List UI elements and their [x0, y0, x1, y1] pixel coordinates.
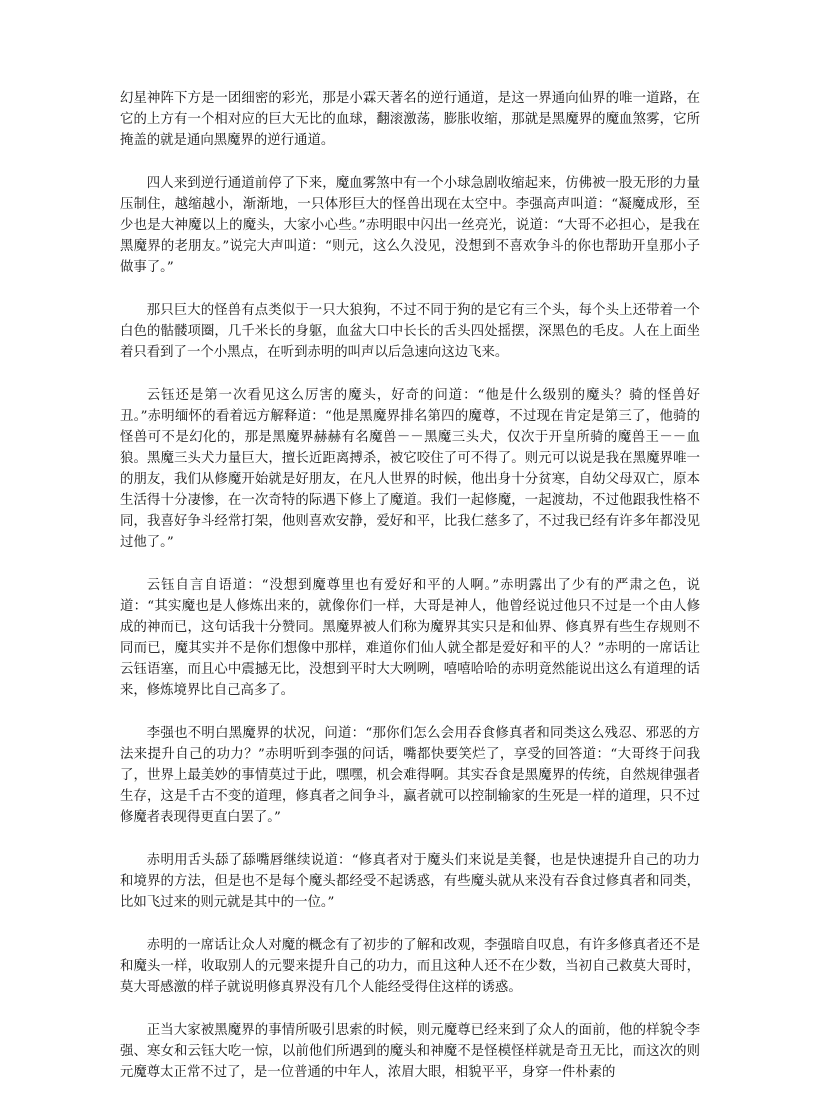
paragraph-9: 正当大家被黑魔界的事情所吸引思索的时候，则元魔尊已经来到了众人的面前，他的样貌令李强、寒女和云钰大吃一惊，以前他们所遇到的魔头和神魔不是怪模怪样就是奇丑无比，而这次的则元魔尊太正常不过了，是一位普通的中年人，浓眉大眼，相貌平平，身穿一件朴素的	[120, 1023, 700, 1080]
paragraph-4: 云钰还是第一次看见这么厉害的魔头，好奇的问道：“他是什么级别的魔头？骑的怪兽好丑。”赤明缅怀的看着远方解释道：“他是黑魔界排名第四的魔尊，不过现在肯定是第三了，他骑的怪兽可不是幻化的，那是黑魔界赫赫有名魔兽－－黑魔三头犬，仅次于开皇所骑的魔兽王－－血狼。黑魔三头犬力量巨大，擅长近距离搏杀，被它咬住了可不得了。则元可以说是我在黑魔界唯一的朋友，我们从修魔开始就是好朋友，在凡人世界的时候，他出身十分贫寒，自幼父母双亡，原本生活得十分凄惨，在一次奇特的际遇下修上了魔道。我们一起修魔，一起渡劫，不过他跟我性格不同，我喜好争斗经常打架，他则喜欢安静，爱好和平，比我仁慈多了，不过我已经有许多年都没见过他了。”	[120, 388, 700, 550]
paragraph-1: 幻星神阵下方是一团细密的彩光，那是小霖天著名的逆行通道，是这一界通向仙界的唯一道路，在它的上方有一个相对应的巨大无比的血球，翻滚激荡，膨胀收缩，那就是黑魔界的魔血煞雾，它所掩盖的就是通向黑魔界的逆行通道。	[120, 91, 700, 148]
paragraph-7: 赤明用舌头舔了舔嘴唇继续说道：“修真者对于魔头们来说是美餐，也是快速提升自己的功力和境界的方法，但是也不是每个魔头都经受不起诱惑，有些魔头就从来没有吞食过修真者和同类，比如飞过来的则元就是其中的一位。”	[120, 853, 700, 910]
paragraph-6: 李强也不明白黑魔界的状况，问道：“那你们怎么会用吞食修真者和同类这么残忍、邪恶的方法来提升自己的功力？”赤明听到李强的问话，嘴都快要笑烂了，享受的回答道：“大哥终于问我了，世界上最美妙的事情莫过于此，嘿嘿，机会难得啊。其实吞食是黑魔界的传统，自然规律强者生存，这是千古不变的道理，修真者之间争斗，赢者就可以控制输家的生死是一样的道理，只不过修魔者表现得更直白罢了。”	[120, 726, 700, 825]
document-body	[120, 88, 700, 1105]
paragraph-8: 赤明的一席话让众人对魔的概念有了初步的了解和改观，李强暗自叹息，有许多修真者还不是和魔头一样，收取别人的元婴来提升自己的功力，而且这种人还不在少数，当初自己救莫大哥时，莫大哥感激的样子就说明修真界没有几个人能经受得住这样的诱惑。	[120, 938, 700, 995]
paragraph-5: 云钰自言自语道：“没想到魔尊里也有爱好和平的人啊。”赤明露出了少有的严肃之色，说道：“其实魔也是人修炼出来的，就像你们一样，大哥是神人，他曾经说过他只不过是一个由人修成的神而已，这句话我十分赞同。黑魔界被人们称为魔界其实只是和仙界、修真界有些生存规则不同而已，魔其实并不是你们想像中那样，难道你们仙人就全都是爱好和平的人？”赤明的一席话让云钰语塞，而且心中震撼无比，没想到平时大大咧咧，嘻嘻哈哈的赤明竟然能说出这么有道理的话来，修炼境界比自己高多了。	[120, 578, 700, 698]
paragraph-3: 那只巨大的怪兽有点类似于一只大狼狗，不过不同于狗的是它有三个头，每个头上还带着一个白色的骷髅项圈，几千米长的身躯，血盆大口中长长的舌头四处摇摆，深黑色的毛皮。人在上面坐着只看到了一个小黑点，在听到赤明的叫声以后急速向这边飞来。	[120, 303, 700, 360]
paragraph-2: 四人来到逆行通道前停了下来，魔血雾煞中有一个小球急剧收缩起来，仿佛被一股无形的力量压制住，越缩越小，渐渐地，一只体形巨大的怪兽出现在太空中。李强高声叫道：“凝魔成形，至少也是大神魔以上的魔头，大家小心些。”赤明眼中闪出一丝亮光，说道：“大哥不必担心，是我在黑魔界的老朋友。”说完大声叫道：“则元，这么久没见，没想到不喜欢争斗的你也帮助开皇那小子做事了。”	[120, 176, 700, 275]
